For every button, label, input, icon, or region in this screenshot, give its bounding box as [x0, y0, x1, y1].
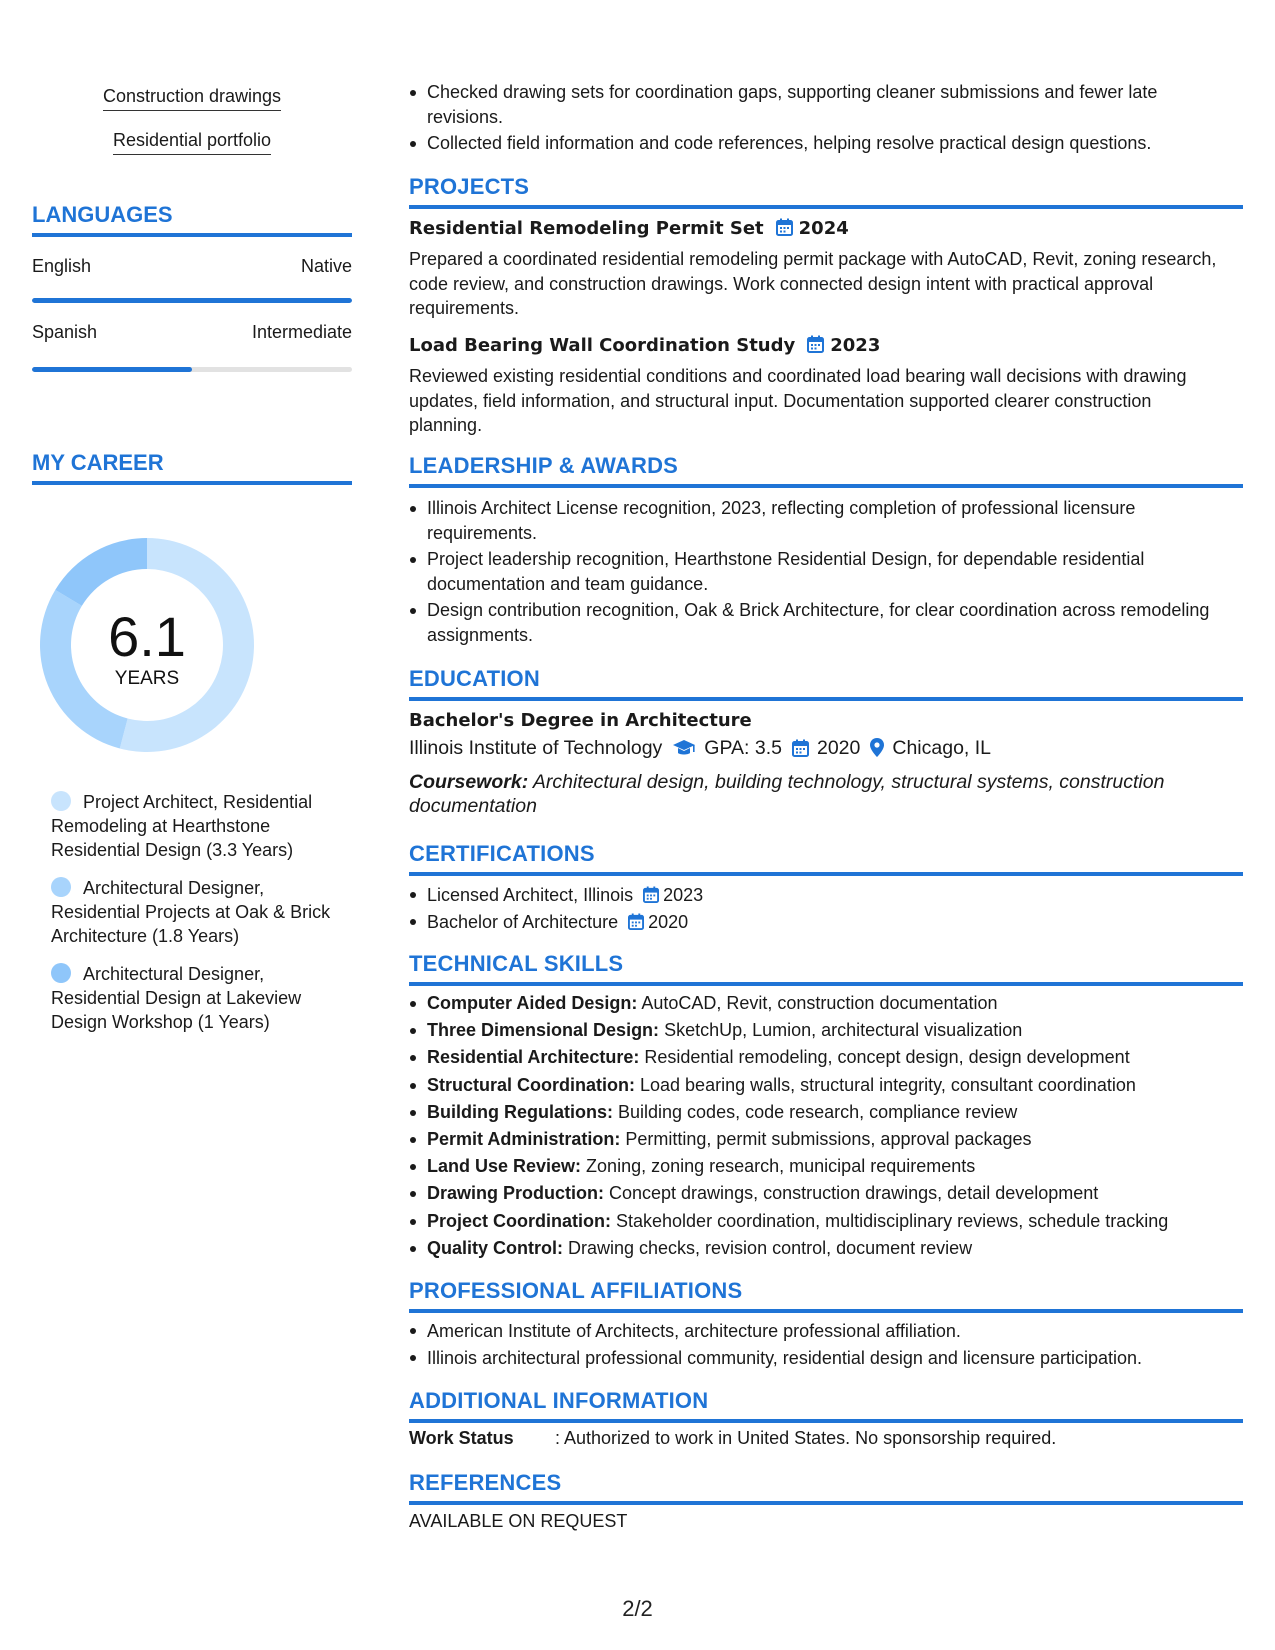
list-item: Bachelor of Architecture 2020: [409, 909, 1229, 936]
cert-date: 2020: [628, 909, 688, 936]
project-title: Load Bearing Wall Coordination Study 2023: [409, 335, 881, 356]
skill-item: Project Coordination: Stakeholder coordination, multidisciplinary reviews, schedule tracking: [409, 1208, 1229, 1235]
education-heading: EDUCATION: [409, 666, 1243, 701]
references-heading: REFERENCES: [409, 1470, 1243, 1505]
work-status-value: : Authorized to work in United States. No sponsorship required.: [555, 1428, 1057, 1448]
skill-item: Three Dimensional Design: SketchUp, Lumion, architectural visualization: [409, 1017, 1229, 1044]
experience-bullets: [409, 80, 1229, 158]
certifications-list: [409, 882, 1229, 936]
language-level: Intermediate: [251, 322, 352, 342]
project-title: Residential Remodeling Permit Set 2024: [409, 218, 849, 239]
language-english: [32, 256, 352, 277]
proficiency-fill: [32, 367, 192, 372]
career-item: Architectural Designer, Residential Projects at Oak & Brick Architecture (1.8 Years): [51, 878, 331, 946]
skill-item: Computer Aided Design: AutoCAD, Revit, construction documentation: [409, 990, 1229, 1017]
coursework-label: Coursework:: [409, 771, 529, 793]
projects-heading: PROJECTS: [409, 174, 1243, 209]
certifications-heading: CERTIFICATIONS: [409, 841, 1243, 876]
language-proficiency-bar: [32, 367, 352, 372]
career-legend-dot: [51, 963, 71, 983]
project-year: 2024: [798, 218, 849, 239]
coursework-text: Architectural design, building technology, structural systems, construction documentation: [409, 771, 1165, 817]
affiliations-list: [409, 1318, 1229, 1372]
skills-heading: TECHNICAL SKILLS: [409, 951, 1243, 986]
coursework: [409, 770, 1229, 818]
list-item: Collected field information and code references, helping resolve practical design questions.: [409, 131, 1229, 156]
degree-title: Bachelor's Degree in Architecture: [409, 710, 752, 731]
education-details: [409, 737, 991, 763]
skill-item: Quality Control: Drawing checks, revision control, document review: [409, 1235, 1229, 1262]
project-year: 2023: [830, 335, 881, 356]
location-pin-icon: [870, 738, 884, 763]
skill-item: Structural Coordination: Load bearing walls, structural integrity, consultant coordination: [409, 1072, 1229, 1099]
list-item: Illinois architectural professional community, residential design and licensure participation.: [409, 1345, 1229, 1372]
skill-item: Drawing Production: Concept drawings, construction drawings, detail development: [409, 1180, 1229, 1207]
affiliations-heading: PROFESSIONAL AFFILIATIONS: [409, 1278, 1243, 1313]
calendar-icon: [807, 335, 824, 358]
languages-heading: LANGUAGES: [32, 202, 352, 237]
list-item: Design contribution recognition, Oak & Brick Architecture, for clear coordination across remodeling assignments.: [409, 598, 1229, 647]
list-item: Project leadership recognition, Hearthstone Residential Design, for dependable residential documentation and team guidance.: [409, 547, 1229, 596]
language-name: English: [32, 256, 92, 276]
skill-item: Building Regulations: Building codes, code research, compliance review: [409, 1099, 1229, 1126]
work-status-label: Work Status: [409, 1428, 514, 1448]
career-legend-dot: [51, 877, 71, 897]
list-item: Checked drawing sets for coordination gaps, supporting cleaner submissions and fewer late revisions.: [409, 80, 1229, 129]
additional-info-heading: ADDITIONAL INFORMATION: [409, 1388, 1243, 1423]
calendar-icon: [792, 739, 809, 763]
references-text: AVAILABLE ON REQUEST: [409, 1511, 628, 1531]
list-item: American Institute of Architects, architecture professional affiliation.: [409, 1318, 1229, 1345]
calendar-icon: [643, 886, 659, 903]
career-total-value: 6.1: [108, 605, 186, 668]
calendar-icon: [628, 913, 644, 930]
project-description: Prepared a coordinated residential remodeling permit package with AutoCAD, Revit, zoning research, code review, and construction drawings. Work connected design intent with practical approval requirements.: [409, 249, 1217, 318]
language-level: Native: [300, 256, 352, 276]
career-legend-dot: [51, 791, 71, 811]
career-total: [34, 532, 260, 758]
page-number: 2/2: [622, 1596, 653, 1621]
career-heading: MY CAREER: [32, 450, 352, 485]
language-proficiency-bar: [32, 298, 352, 303]
proficiency-fill: [32, 298, 352, 303]
leadership-list: [409, 496, 1229, 649]
career-item: Architectural Designer, Residential Design at Lakeview Design Workshop (1 Years): [51, 964, 302, 1032]
graduation-year: 2020: [816, 737, 861, 759]
language-name: Spanish: [32, 322, 98, 342]
work-status-row: [409, 1428, 1056, 1449]
cert-date: 2023: [643, 882, 703, 909]
leadership-heading: LEADERSHIP & AWARDS: [409, 453, 1243, 488]
tag-construction-drawings: Construction drawings: [32, 86, 352, 111]
list-item: Licensed Architect, Illinois 2023: [409, 882, 1229, 909]
career-total-label: YEARS: [114, 668, 180, 689]
skills-list: [409, 990, 1229, 1262]
tag-residential-portfolio: Residential portfolio: [32, 130, 352, 155]
project-description: Reviewed existing residential conditions and coordinated load bearing wall decisions with drawing updates, field information, and structural input. Documentation supported clearer construction planning.: [409, 366, 1187, 435]
list-item: Illinois Architect License recognition, 2023, reflecting completion of professional licensure requirements.: [409, 496, 1229, 545]
graduation-cap-icon: [672, 739, 696, 763]
skill-item: Permit Administration: Permitting, permit submissions, approval packages: [409, 1126, 1229, 1153]
skill-item: Land Use Review: Zoning, zoning research, municipal requirements: [409, 1153, 1229, 1180]
education-location: Chicago, IL: [892, 737, 992, 759]
gpa: GPA: 3.5: [704, 737, 782, 759]
school-name: Illinois Institute of Technology: [409, 737, 663, 759]
calendar-icon: [776, 218, 793, 241]
skill-item: Residential Architecture: Residential remodeling, concept design, design development: [409, 1044, 1229, 1071]
language-spanish: [32, 322, 352, 343]
career-item: Project Architect, Residential Remodeling at Hearthstone Residential Design (3.3 Years): [51, 792, 313, 860]
